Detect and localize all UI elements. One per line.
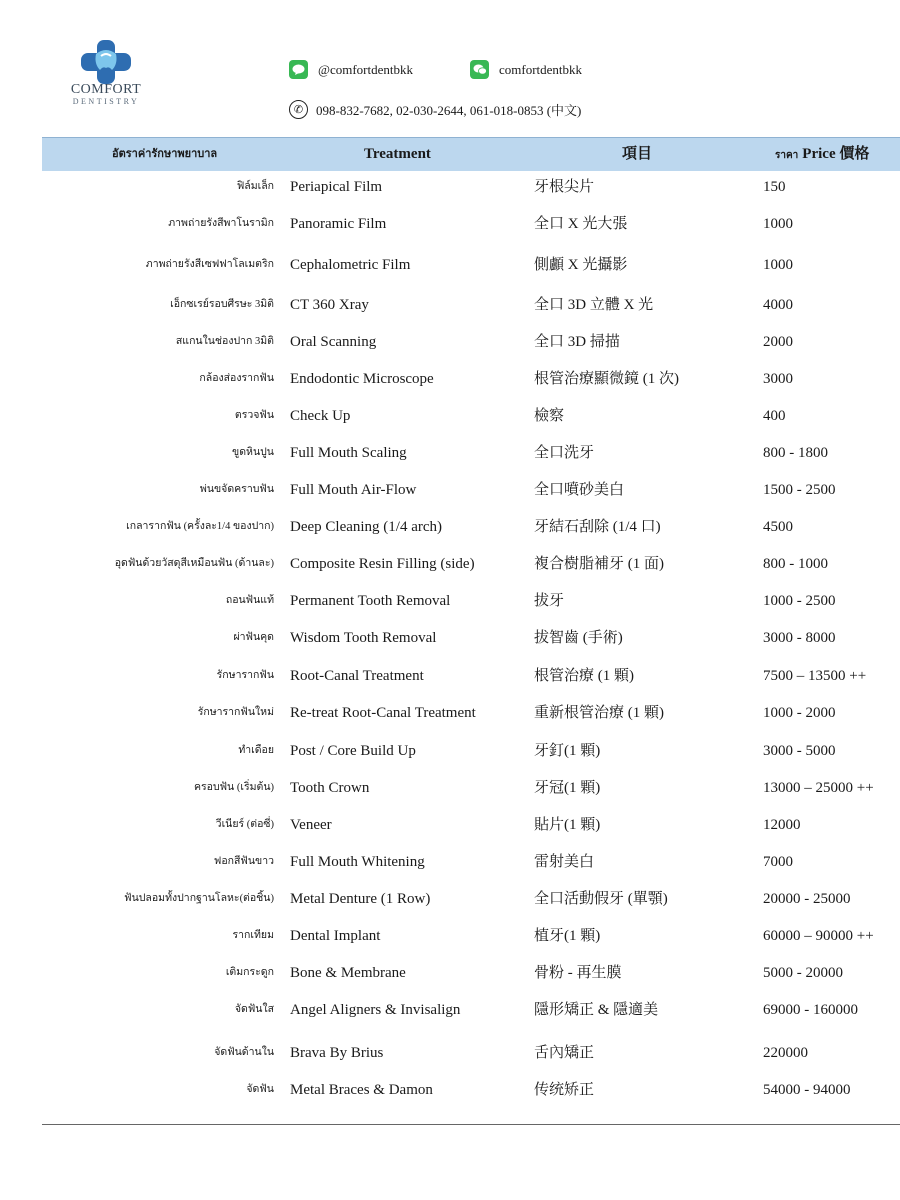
row-price: 4000: [763, 297, 793, 313]
table-row: [0, 292, 900, 318]
table-row: [0, 174, 900, 200]
row-price: 220000: [763, 1045, 808, 1061]
row-item-chinese: 雷射美白: [534, 854, 595, 870]
row-item-chinese: 全口 X 光大張: [534, 216, 628, 232]
row-thai-label: ตรวจฟัน: [234, 410, 274, 421]
row-treatment: Angel Aligners & Invisalign: [290, 1002, 461, 1018]
row-treatment: Re-treat Root-Canal Treatment: [290, 705, 476, 721]
row-price: 13000 – 25000 ++: [763, 780, 874, 796]
tooth-cross-logo-icon: [78, 40, 134, 84]
row-item-chinese: 拔牙: [534, 593, 565, 609]
row-price: 1000: [763, 257, 793, 273]
table-row: [0, 886, 900, 912]
row-price: 150: [763, 179, 786, 195]
table-row: [0, 1077, 900, 1103]
table-row: [0, 211, 900, 237]
row-treatment: Full Mouth Whitening: [290, 854, 425, 870]
brand-name: COMFORT: [70, 82, 142, 97]
header-treatment: Treatment: [364, 146, 431, 162]
table-bottom-divider: [42, 1124, 900, 1125]
table-row: [0, 960, 900, 986]
row-thai-label: กล้องส่องรากฟัน: [199, 373, 274, 384]
row-thai-label: เติมกระดูก: [225, 967, 274, 978]
table-row: [0, 700, 900, 726]
row-thai-label: ทำเดือย: [238, 745, 274, 756]
header-price-thai: ราคา: [775, 150, 799, 161]
wechat-app-icon: [470, 60, 489, 79]
row-item-chinese: 隱形矯正 & 隱適美: [534, 1002, 659, 1018]
row-treatment: CT 360 Xray: [290, 297, 369, 313]
phone-numbers: 098-832-7682, 02-030-2644, 061-018-0853 (中文): [316, 103, 582, 118]
row-thai-label: วีเนียร์ (ต่อซี่): [215, 819, 274, 830]
row-thai-label: เกลารากฟัน (ครั้งละ1/4 ของปาก): [126, 521, 274, 532]
row-item-chinese: 檢察: [534, 408, 565, 424]
row-item-chinese: 牙釘(1 顆): [534, 743, 601, 759]
row-price: 400: [763, 408, 786, 424]
table-row: [0, 1040, 900, 1066]
table-row: [0, 663, 900, 689]
wechat-contact: [470, 60, 582, 79]
row-price: 1000 - 2000: [763, 705, 836, 721]
row-treatment: Tooth Crown: [290, 780, 370, 796]
row-price: 2000: [763, 334, 793, 350]
row-item-chinese: 重新根管治療 (1 顆): [534, 705, 664, 721]
row-item-chinese: 舌內矯正: [534, 1045, 595, 1061]
row-thai-label: ขูดหินปูน: [232, 447, 274, 458]
row-item-chinese: 全口 3D 立體 X 光: [534, 297, 654, 313]
table-row: [0, 738, 900, 764]
row-treatment: Oral Scanning: [290, 334, 377, 350]
row-item-chinese: 複合樹脂補牙 (1 面): [534, 556, 664, 572]
row-item-chinese: 全口 3D 掃描: [534, 334, 620, 350]
row-thai-label: จัดฟันใส: [234, 1004, 274, 1015]
wechat-id: comfortdentbkk: [499, 61, 583, 77]
row-thai-label: สแกนในช่องปาก 3มิติ: [175, 336, 274, 347]
table-row: [0, 923, 900, 949]
row-treatment: Metal Denture (1 Row): [290, 891, 431, 907]
row-price: 1000: [763, 216, 793, 232]
table-row: [0, 775, 900, 801]
table-row: [0, 329, 900, 355]
row-price: 7000: [763, 854, 793, 870]
row-treatment: Check Up: [290, 408, 351, 424]
row-treatment: Dental Implant: [290, 928, 381, 944]
row-thai-label: ฟิล์มเล็ก: [236, 181, 274, 192]
row-treatment: Composite Resin Filling (side): [290, 556, 475, 572]
line-app-icon: [289, 60, 308, 79]
header-thai: อัตราค่ารักษาพยาบาล: [112, 148, 218, 160]
row-item-chinese: 植牙(1 顆): [534, 928, 601, 944]
row-item-chinese: 拔智齒 (手術): [534, 630, 623, 646]
row-treatment: Post / Core Build Up: [290, 743, 416, 759]
row-price: 800 - 1800: [763, 445, 828, 461]
row-treatment: Metal Braces & Damon: [290, 1082, 433, 1098]
header-price-label: Price 價格: [802, 146, 870, 162]
row-thai-label: ถอนฟันแท้: [225, 595, 274, 606]
table-row: [0, 366, 900, 392]
row-thai-label: พ่นขจัดคราบฟัน: [199, 484, 274, 495]
row-item-chinese: 牙結石刮除 (1/4 口): [534, 519, 661, 535]
row-thai-label: อุดฟันด้วยวัสดุสีเหมือนฟัน (ด้านละ): [114, 558, 274, 569]
row-price: 3000 - 5000: [763, 743, 836, 759]
row-treatment: Full Mouth Air-Flow: [290, 482, 417, 498]
table-header: [42, 137, 900, 171]
row-item-chinese: 全口活動假牙 (單顎): [534, 891, 668, 907]
row-treatment: Brava By Brius: [290, 1045, 384, 1061]
row-price: 1000 - 2500: [763, 593, 836, 609]
row-treatment: Panoramic Film: [290, 216, 387, 232]
row-price: 20000 - 25000: [763, 891, 851, 907]
row-price: 3000: [763, 371, 793, 387]
row-treatment: Bone & Membrane: [290, 965, 406, 981]
row-treatment: Cephalometric Film: [290, 257, 411, 273]
row-price: 5000 - 20000: [763, 965, 843, 981]
row-price: 3000 - 8000: [763, 630, 836, 646]
row-item-chinese: 側顱 X 光攝影: [534, 257, 628, 273]
row-thai-label: จัดฟัน: [246, 1084, 274, 1095]
brand-subtitle: DENTISTRY: [72, 97, 140, 106]
row-treatment: Wisdom Tooth Removal: [290, 630, 437, 646]
row-thai-label: รักษารากฟัน: [216, 670, 274, 681]
line-contact: [289, 60, 413, 79]
row-price: 69000 - 160000: [763, 1002, 858, 1018]
row-thai-label: ภาพถ่ายรังสีเซฟฟาโลเมตริก: [145, 259, 274, 270]
row-thai-label: ฟันปลอมทั้งปากฐานโลหะ(ต่อชิ้น): [124, 893, 274, 904]
row-price: 60000 – 90000 ++: [763, 928, 874, 944]
clinic-logo: [64, 40, 148, 106]
table-row: [0, 514, 900, 540]
phone-icon: ✆: [289, 100, 308, 119]
row-price: 800 - 1000: [763, 556, 828, 572]
row-thai-label: รักษารากฟันใหม่: [197, 707, 274, 718]
row-item-chinese: 牙冠(1 顆): [534, 780, 601, 796]
row-treatment: Full Mouth Scaling: [290, 445, 407, 461]
table-row: [0, 477, 900, 503]
row-treatment: Periapical Film: [290, 179, 383, 195]
header-item: 項目: [622, 146, 653, 162]
table-row: [0, 252, 900, 278]
table-row: [0, 588, 900, 614]
table-row: [0, 849, 900, 875]
table-row: [0, 440, 900, 466]
row-thai-label: ครอบฟัน (เริ่มต้น): [193, 782, 274, 793]
header-price: [775, 138, 869, 171]
row-item-chinese: 全口洗牙: [534, 445, 595, 461]
row-item-chinese: 传统矫正: [534, 1082, 595, 1098]
row-price: 54000 - 94000: [763, 1082, 851, 1098]
row-thai-label: ผ่าฟันคุด: [233, 632, 274, 643]
row-treatment: Endodontic Microscope: [290, 371, 434, 387]
row-item-chinese: 根管治療顯微鏡 (1 次): [534, 371, 679, 387]
table-row: [0, 997, 900, 1023]
row-price: 12000: [763, 817, 801, 833]
row-thai-label: รากเทียม: [232, 930, 274, 941]
row-treatment: Deep Cleaning (1/4 arch): [290, 519, 443, 535]
row-treatment: Root-Canal Treatment: [290, 668, 424, 684]
table-row: [0, 625, 900, 651]
table-row: [0, 551, 900, 577]
table-row: [0, 812, 900, 838]
row-item-chinese: 牙根尖片: [534, 179, 595, 195]
phone-contact: [289, 100, 581, 119]
table-row: [0, 403, 900, 429]
row-price: 4500: [763, 519, 793, 535]
row-price: 1500 - 2500: [763, 482, 836, 498]
row-item-chinese: 根管治療 (1 顆): [534, 668, 634, 684]
line-id: @comfortdentbkk: [318, 61, 414, 77]
row-treatment: Permanent Tooth Removal: [290, 593, 451, 609]
row-item-chinese: 貼片(1 顆): [534, 817, 601, 833]
row-item-chinese: 骨粉 - 再生膜: [534, 965, 622, 981]
row-treatment: Veneer: [290, 817, 332, 833]
row-thai-label: เอ็กซเรย์รอบศีรษะ 3มิติ: [170, 299, 274, 310]
row-item-chinese: 全口噴砂美白: [534, 482, 625, 498]
row-price: 7500 – 13500 ++: [763, 668, 867, 684]
row-thai-label: จัดฟันด้านใน: [214, 1047, 274, 1058]
row-thai-label: ฟอกสีฟันขาว: [213, 856, 274, 867]
row-thai-label: ภาพถ่ายรังสีพาโนรามิก: [168, 218, 274, 229]
